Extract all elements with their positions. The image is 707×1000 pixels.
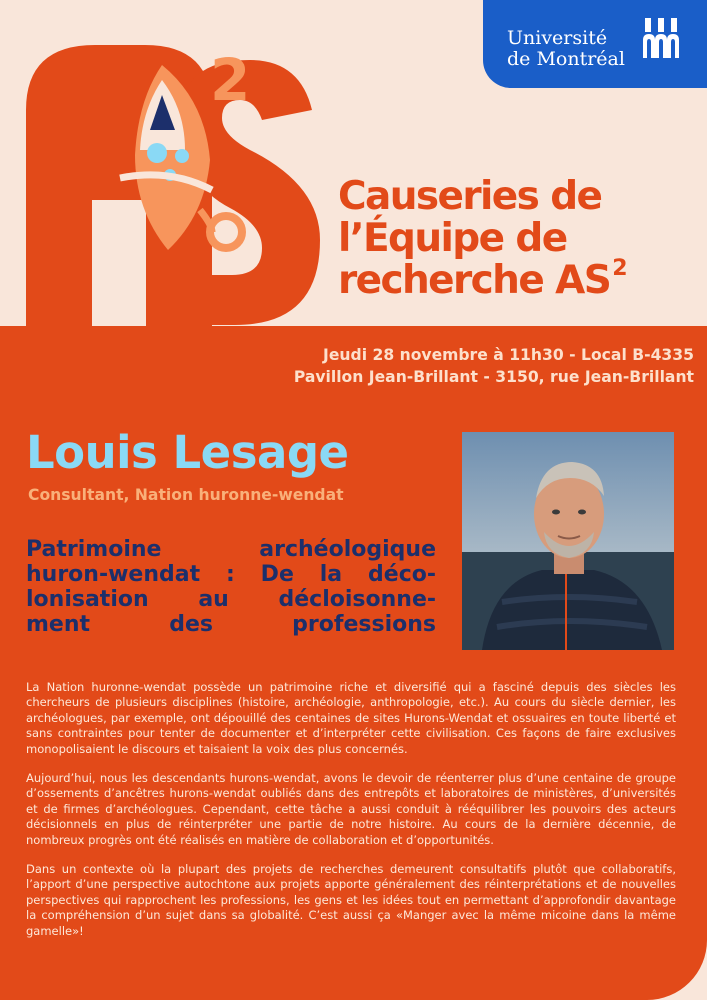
- speaker-photo-icon: [462, 432, 674, 650]
- talk-title-line4: ment des professions: [26, 612, 436, 637]
- udem-line2: de Montréal: [507, 48, 625, 70]
- title-line2: l’Équipe de: [338, 216, 567, 261]
- description-paragraph-1: La Nation huronne-wendat possède un patrimoine riche et diversifié qui a fasciné depuis des siècles les chercheurs de plusieurs disciplines (histoire, archéologie, anthropologie, etc.). Au cours du siècle dernier, les archéologues, par exemple, ont dépouillé des centaines de sites Hurons-Wendat et ossuaires en toute liberté et sans contraintes pour tenter de documenter et d’interpréter cette civilisation. Ces façons de faire exclusives monopolisaient le discours et taisaient la voix des plus concernés.: [26, 680, 676, 756]
- event-address: Pavillon Jean-Brillant - 3150, rue Jean-Brillant: [293, 368, 694, 386]
- page-title: [338, 176, 698, 308]
- event-date-location: Jeudi 28 novembre à 11h30 - Local B-4335: [323, 346, 694, 364]
- speaker-role: Consultant, Nation huronne-wendat: [28, 486, 344, 504]
- udem-wordmark: [507, 28, 625, 70]
- talk-title-line2: huron-wendat : De la déco-: [26, 562, 436, 587]
- speaker-photo: [462, 432, 674, 650]
- title-line3-wrap: [338, 256, 698, 308]
- badge-superscript: 2: [210, 46, 251, 114]
- description-paragraph-2: Aujourd’hui, nous les descendants hurons-wendat, avons le devoir de réenterrer plus d’une centaine de groupe d’ossements d’ancêtres hurons-wendat oubliés dans des entrepôts et laboratoires de ministères, d’universités et de firmes d’archéologues. Cependant, cette tâche a aussi conduit à rééquilibrer les pouvoirs des acteurs décisionnels en plus de réinterpréter une partie de notre histoire. Au cours de la dernière décennie, de nombreux progrès ont été réalisés en matière de collaboration et d’opportunités.: [26, 771, 676, 847]
- talk-title-line3: lonisation au décloisonne-: [26, 587, 436, 612]
- title-line3: recherche AS: [338, 258, 611, 303]
- event-info: [230, 344, 694, 388]
- title-superscript: 2: [612, 256, 626, 281]
- as2-logo-icon: [0, 0, 340, 330]
- description-paragraph-3: Dans un contexte où la plupart des projets de recherches demeurent consultatifs plutôt que collaboratifs, l’apport d’une perspective autochtone aux projets apporte généralement des réinterprétations et de nouvelles perspectives qui rapprochent les professions, les gens et les idées tout en permettant d’approfondir davantage la compréhension d’un sujet dans sa globalité. C’est aussi ça «Manger avec la même micoine dans la même gamelle»!: [26, 862, 676, 938]
- talk-title-line1: Patrimoine archéologique: [26, 537, 436, 562]
- speaker-name: Louis Lesage: [26, 426, 349, 479]
- udem-logo-icon: [641, 18, 681, 58]
- talk-title: [26, 537, 436, 637]
- description: [26, 680, 676, 953]
- udem-line1: Université: [507, 27, 608, 49]
- udem-logo[interactable]: [483, 0, 707, 88]
- title-line1: Causeries de: [338, 174, 602, 219]
